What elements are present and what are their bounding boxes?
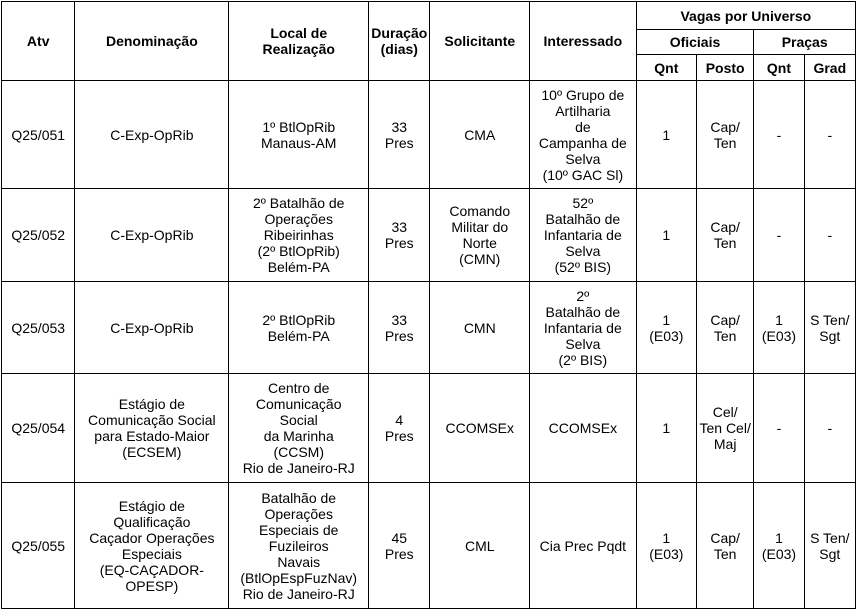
cell-interessado: Cia Prec Pqdt [530, 483, 637, 609]
header-interessado: Interessado [530, 2, 637, 81]
header-local: Local de Realização [229, 2, 369, 81]
cell-grad: S Ten/ Sgt [804, 483, 855, 609]
table-row [2, 189, 856, 282]
cell-qnt-oficiais: 1 (E03) [636, 483, 696, 609]
cell-duracao: 4 Pres [369, 374, 430, 483]
table-row [2, 374, 856, 483]
cell-posto: Cel/ Ten Cel/ Maj [697, 374, 754, 483]
header-pracas: Praças [754, 30, 856, 55]
header-denominacao: Denominação [75, 2, 229, 81]
cell-qnt-pracas: - [754, 81, 804, 189]
cell-local: 2º BtlOpRib Belém-PA [229, 282, 369, 374]
header-atv: Atv [2, 2, 75, 81]
cell-atv: Q25/055 [2, 483, 75, 609]
cell-qnt-pracas: - [754, 374, 804, 483]
cell-posto: Cap/ Ten [697, 189, 754, 282]
cell-qnt-pracas: 1 (E03) [754, 483, 804, 609]
header-posto: Posto [697, 55, 754, 81]
cell-interessado: 52º Batalhão de Infantaria de Selva (52º BIS) [530, 189, 637, 282]
cell-atv: Q25/051 [2, 81, 75, 189]
cell-local: 1º BtlOpRib Manaus-AM [229, 81, 369, 189]
table-row [2, 81, 856, 189]
cell-qnt-pracas: - [754, 189, 804, 282]
header-solicitante: Solicitante [430, 2, 530, 81]
cell-atv: Q25/054 [2, 374, 75, 483]
cell-solicitante: CML [430, 483, 530, 609]
cell-qnt-oficiais: 1 [636, 189, 696, 282]
header-duracao: Duração (dias) [369, 2, 430, 81]
cell-duracao: 33 Pres [369, 189, 430, 282]
cell-qnt-oficiais: 1 [636, 81, 696, 189]
cell-denominacao: Estágio de Comunicação Social para Estado-Maior (ECSEM) [75, 374, 229, 483]
cell-grad: - [804, 81, 855, 189]
cell-duracao: 33 Pres [369, 282, 430, 374]
cell-denominacao: C-Exp-OpRib [75, 81, 229, 189]
cell-interessado: CCOMSEx [530, 374, 637, 483]
cell-interessado: 2º Batalhão de Infantaria de Selva (2º BIS) [530, 282, 637, 374]
cell-grad: - [804, 189, 855, 282]
cell-posto: Cap/ Ten [697, 81, 754, 189]
cell-grad: - [804, 374, 855, 483]
cell-grad: S Ten/ Sgt [804, 282, 855, 374]
cell-atv: Q25/053 [2, 282, 75, 374]
cell-denominacao: C-Exp-OpRib [75, 282, 229, 374]
cell-posto: Cap/ Ten [697, 282, 754, 374]
cell-duracao: 33 Pres [369, 81, 430, 189]
cell-qnt-oficiais: 1 [636, 374, 696, 483]
header-row-1 [2, 2, 856, 30]
header-oficiais: Oficiais [636, 30, 754, 55]
table-row [2, 282, 856, 374]
cell-interessado: 10º Grupo de Artilharia de Campanha de Selva (10º GAC Sl) [530, 81, 637, 189]
header-vagas: Vagas por Universo [636, 2, 855, 30]
cell-solicitante: Comando Militar do Norte (CMN) [430, 189, 530, 282]
cell-denominacao: Estágio de Qualificação Caçador Operações Especiais (EQ-CAÇADOR-OPESP) [75, 483, 229, 609]
activities-table [1, 1, 856, 609]
cell-qnt-pracas: 1 (E03) [754, 282, 804, 374]
cell-solicitante: CMN [430, 282, 530, 374]
cell-local: 2º Batalhão de Operações Ribeirinhas (2º BtlOpRib) Belém-PA [229, 189, 369, 282]
cell-qnt-oficiais: 1 (E03) [636, 282, 696, 374]
cell-posto: Cap/ Ten [697, 483, 754, 609]
header-qnt-pracas: Qnt [754, 55, 804, 81]
cell-local: Centro de Comunicação Social da Marinha (CCSM) Rio de Janeiro-RJ [229, 374, 369, 483]
header-qnt-oficiais: Qnt [636, 55, 696, 81]
cell-denominacao: C-Exp-OpRib [75, 189, 229, 282]
cell-solicitante: CCOMSEx [430, 374, 530, 483]
cell-solicitante: CMA [430, 81, 530, 189]
cell-atv: Q25/052 [2, 189, 75, 282]
header-grad: Grad [804, 55, 855, 81]
table-row [2, 483, 856, 609]
cell-local: Batalhão de Operações Especiais de Fuzileiros Navais (BtlOpEspFuzNav) Rio de Janeiro-RJ [229, 483, 369, 609]
cell-duracao: 45 Pres [369, 483, 430, 609]
